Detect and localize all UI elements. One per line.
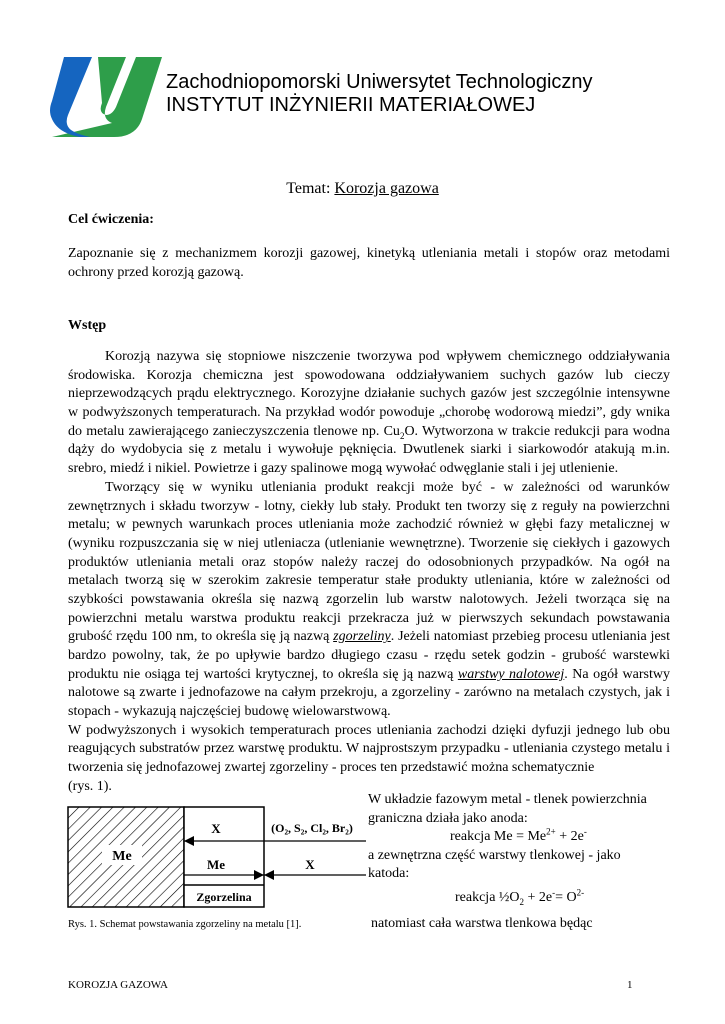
text-line: (wyniku rozpuszczania się w niej utleniacza (utlenianie wewnętrzne). Tworzenie się ciekłych i gazowych (68, 535, 670, 551)
right-text-line: W układzie fazowym metal - tlenek powierzchnia (368, 792, 647, 807)
right-text-line: graniczna działa jako anoda: (368, 811, 528, 826)
text-line: stopach - wykazują najczęściej budowę wielowarstwową. (68, 704, 391, 720)
label-me-arrow: Me (206, 857, 226, 872)
text-line (68, 423, 670, 442)
text-line: zewnętrznych i składu tworzyw - lotny, ciekły lub stały. Produkt ten tworzy się z reguły na powierzchni (68, 498, 670, 514)
figure-1-diagram (66, 797, 366, 911)
text-line (68, 628, 670, 647)
text-fragment: + 2e (555, 829, 584, 844)
right-text-line: katoda: (368, 866, 410, 881)
text-fragment: grubość rzędu 100 nm, to określa się ją nazwą (68, 629, 334, 645)
intro-heading: Wstęp (68, 318, 107, 333)
label-me: Me (112, 849, 132, 864)
right-text-line: a zewnętrzna część warstwy tlenkowej - jako (368, 848, 621, 863)
text-line: szybkości powstawania określa się nazwą zgorzelin lub warstw nalotowych. Jeżeli tworząca się na (68, 591, 670, 607)
text-line: powierzchni metalu warstwa produktu reakcji przekracza już w pierwszych sekundach powstawania (68, 610, 670, 626)
label-x-bottom: X (305, 857, 315, 872)
text-line: w podwyższonych temperaturach. Na przykład wodór powoduje „chorobę wodorową miedzi”, gdy wnika (68, 405, 670, 421)
anode-reaction (450, 828, 587, 847)
cathode-reaction (455, 889, 584, 908)
text-line (68, 666, 670, 685)
text-line: (rys. 1). (68, 778, 112, 794)
text-line: W podwyższonych i wysokich temperaturach proces utleniania zachodzi dzięki dyfuzji jednego lub obu (68, 722, 670, 738)
goal-heading: Cel ćwiczenia: (68, 212, 154, 227)
label-gases: (O₂, S₂, Cl₂, Br₂) (271, 821, 353, 835)
institute-name: INSTYTUT INŻYNIERII MATERIAŁOWEJ (166, 94, 536, 116)
intro-paragraph-1 (68, 348, 670, 797)
text-line: produktów utleniania metali oraz stopów należy raczej do odosobnionych przypadków. Na ogół na (68, 554, 670, 570)
subscript: 2 (519, 896, 525, 907)
university-name: Zachodniopomorski Uniwersytet Technologiczny (166, 71, 593, 93)
right-text-line: natomiast cała warstwa tlenkowa będąc (371, 916, 593, 931)
text-fragment: O. Wytworzona w trakcie redukcji para wodna (404, 423, 670, 439)
superscript: - (583, 826, 587, 837)
topic-heading (0, 180, 725, 198)
goal-line: ochrony przed korozją gazową. (68, 264, 244, 280)
goal-line: Zapoznanie się z mechanizmem korozji gazowej, kinetyką utleniania metali i stopów oraz metodami (68, 246, 670, 261)
text-line: srebro, miedź i nikiel. Powietrze i gazy spalinowe mogą wywołać odwęglanie stali i jej utlenienie. (68, 461, 619, 477)
subscript: 2 (399, 430, 405, 441)
superscript: - (552, 887, 556, 898)
text-fragment: reakcja Me = Me (450, 829, 547, 844)
term-warstwy-nalotowej: warstwy nalotowej (457, 666, 565, 682)
text-line: tworzenia się jednofazowej zwartej zgorzeliny - proces ten przedstawić można schematycznie (68, 760, 595, 776)
university-logo (50, 57, 162, 137)
text-fragment: + 2e (524, 890, 553, 905)
text-fragment: . Na ogół warstwy (564, 666, 670, 682)
text-fragment: reakcja ½O (455, 890, 520, 905)
figure-caption: Rys. 1. Schemat powstawania zgorzeliny na metalu [1]. (68, 919, 302, 930)
text-fragment: do metalu zawierającego zanieczyszczenia tlenowe np. Cu (68, 423, 400, 439)
label-x-top: X (211, 821, 221, 836)
text-line: metalach tworzą się w szerokim zakresie temperatur stałe produkty utleniania, które w zależności od (68, 573, 670, 589)
text-line: nalotowe są zwarte i jednofazowe na całym przekroju, a zgorzeliny - zarówno na metalach czystych, jak i (68, 685, 670, 701)
goal-paragraph (68, 245, 670, 282)
text-line: nieprzewodzących prądu elektrycznego. Korozyjne działanie suchych gazów jest szczególnie intensywne (68, 386, 670, 402)
term-zgorzeliny: zgorzeliny (333, 629, 391, 645)
topic-prefix: Temat: (286, 180, 335, 197)
page-number: 1 (627, 979, 633, 991)
text-fragment: = O (555, 890, 577, 905)
text-line: metalu; w pewnych warunkach proces utleniania może zachodzić również w głębi fazy metalicznej w (68, 517, 670, 533)
text-line: reagujących substratów przez warstwę produktu. W najprostszym przypadku - utleniania czystego metalu i (68, 741, 670, 757)
text-line: dąży do wydobycia się z metalu i wywołuje pęknięcia. Dwutlenek siarki i siarkowodór atakują m.in. (68, 442, 670, 458)
text-line: środowiska. Korozja chemiczna jest spowodowana oddziaływaniem suchych gazów lub cieczy (68, 367, 670, 383)
text-line: bardzo powolny, tak, że po upływie bardzo długiego czasu - rzędu setek godzin - grubość warstewki (68, 648, 670, 663)
label-zgorzelina: Zgorzelina (196, 890, 252, 904)
text-line: Korozją nazywa się stopniowe niszczenie tworzywa pod wpływem chemicznego oddziaływania (105, 349, 670, 364)
text-fragment: produktu nie osiąga tej wartości krytycznej, to określa się ją nazwą (68, 666, 458, 682)
superscript: 2+ (546, 826, 556, 837)
text-fragment: . Jeżeli natomiast przebieg procesu utleniania jest (390, 629, 670, 645)
text-line: Tworzący się w wyniku utleniania produkt reakcji może być - w zależności od warunków (105, 479, 670, 495)
superscript: 2- (576, 887, 585, 898)
topic-title: Korozja gazowa (334, 180, 439, 197)
footer-title: KOROZJA GAZOWA (68, 979, 168, 991)
